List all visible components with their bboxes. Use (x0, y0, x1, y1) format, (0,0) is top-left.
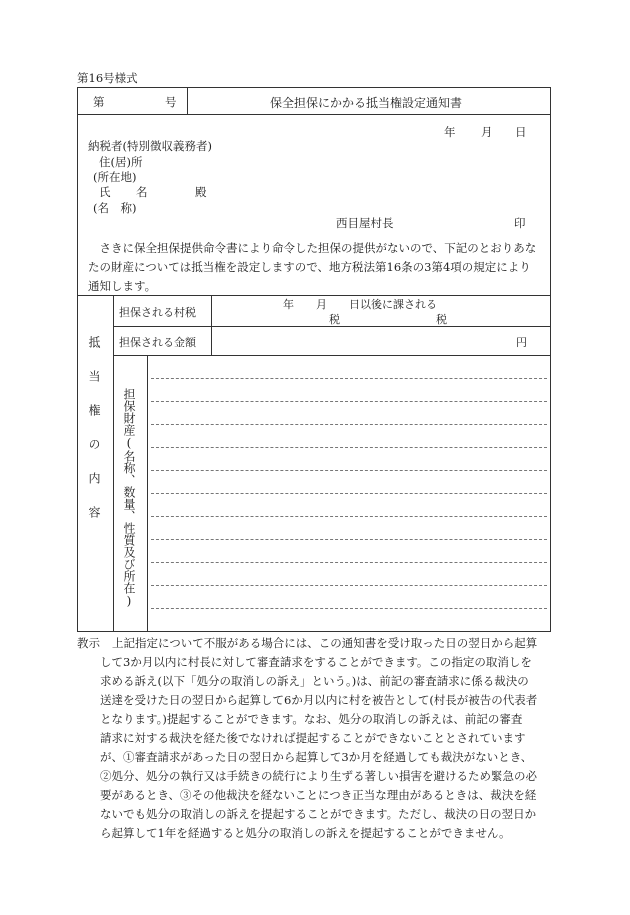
notice-line: ら起算して1年を経過すると処分の取消しの訴えを提起することができません。 (100, 826, 511, 840)
taxpayer-label: 納税者(特別徴収義務者) (88, 139, 212, 153)
section-label-text: 抵当権の内容 (87, 336, 101, 540)
secured-amount-label: 担保される金額 (119, 336, 196, 349)
seal-mark: 印 (514, 216, 526, 230)
document-title: 保全担保にかかる抵当権設定通知書 (270, 96, 463, 110)
name-mei: 名 (136, 185, 148, 199)
date-month: 月 (481, 125, 493, 139)
notice-line: ないでも処分の取消しの訴えを提起することができます。ただし、裁決の日の翌日か (100, 807, 537, 821)
date-year: 年 (444, 125, 456, 139)
honorific: 殿 (195, 185, 207, 199)
notice-line: となります。)提起することができます。なお、処分の取消しの訴えは、前記の審査 (100, 712, 523, 726)
notice-line: が、①審査請求があった日の翌日から起算して3か月を経過しても裁決がないとき、 (100, 750, 533, 764)
secured-tax-date: 年 月 日以後に課される (283, 298, 437, 311)
notice-label: 教示 (77, 636, 100, 650)
name-alt-label: (名 称) (93, 201, 137, 215)
location-label: (所在地) (93, 170, 137, 184)
form-frame (77, 87, 551, 632)
notice-line: 求める訴え(以下「処分の取消しの訴え」という。)は、前記の審査請求に係る裁決の (100, 674, 529, 688)
date-day: 日 (515, 125, 527, 139)
notice-line: 送達を受けた日の翌日から起算して6か月以内に村を被告として(村長が被告の代表者 (100, 693, 538, 707)
name-shi: 氏 (99, 185, 111, 199)
body-paragraph: さきに保全担保提供命令書により命令した担保の提供がないので、下記のとおりあなたの財産については抵当権を設定しますので、地方税法第16条の3第4項の規定により通知します。 (88, 241, 537, 294)
number-suffix: 号 (165, 95, 177, 109)
yen-unit: 円 (516, 336, 527, 349)
section-vertical-label (87, 336, 101, 543)
notice-line: 要があるとき、③その他裁決を経ないことにつき正当な理由があるときは、裁決を経 (100, 788, 537, 802)
secured-tax-zei-2: 税 (436, 313, 447, 326)
notice-line: 請求に対する裁決を経た後でなければ提起することができないこととされています (100, 731, 526, 745)
address-label: 住(居)所 (99, 155, 143, 169)
notice-line: して3か月以内に村長に対して審査請求をすることができます。この指定の取消しを (100, 655, 532, 669)
property-vertical-label: 担保財産(名称、数量、性質及び所在) (122, 388, 136, 608)
notice-line: ②処分、処分の執行又は手続きの続行により生ずる著しい損害を避けるため緊急の必 (100, 769, 537, 783)
notice-line: 上記指定について不服がある場合には、この通知書を受け取った日の翌日から起算 (112, 636, 538, 650)
number-prefix: 第 (93, 95, 105, 109)
secured-tax-label: 担保される村税 (119, 306, 196, 319)
issuer: 西目屋村長 (336, 216, 394, 230)
form-number: 第16号様式 (77, 71, 138, 85)
secured-tax-zei-1: 税 (329, 313, 340, 326)
